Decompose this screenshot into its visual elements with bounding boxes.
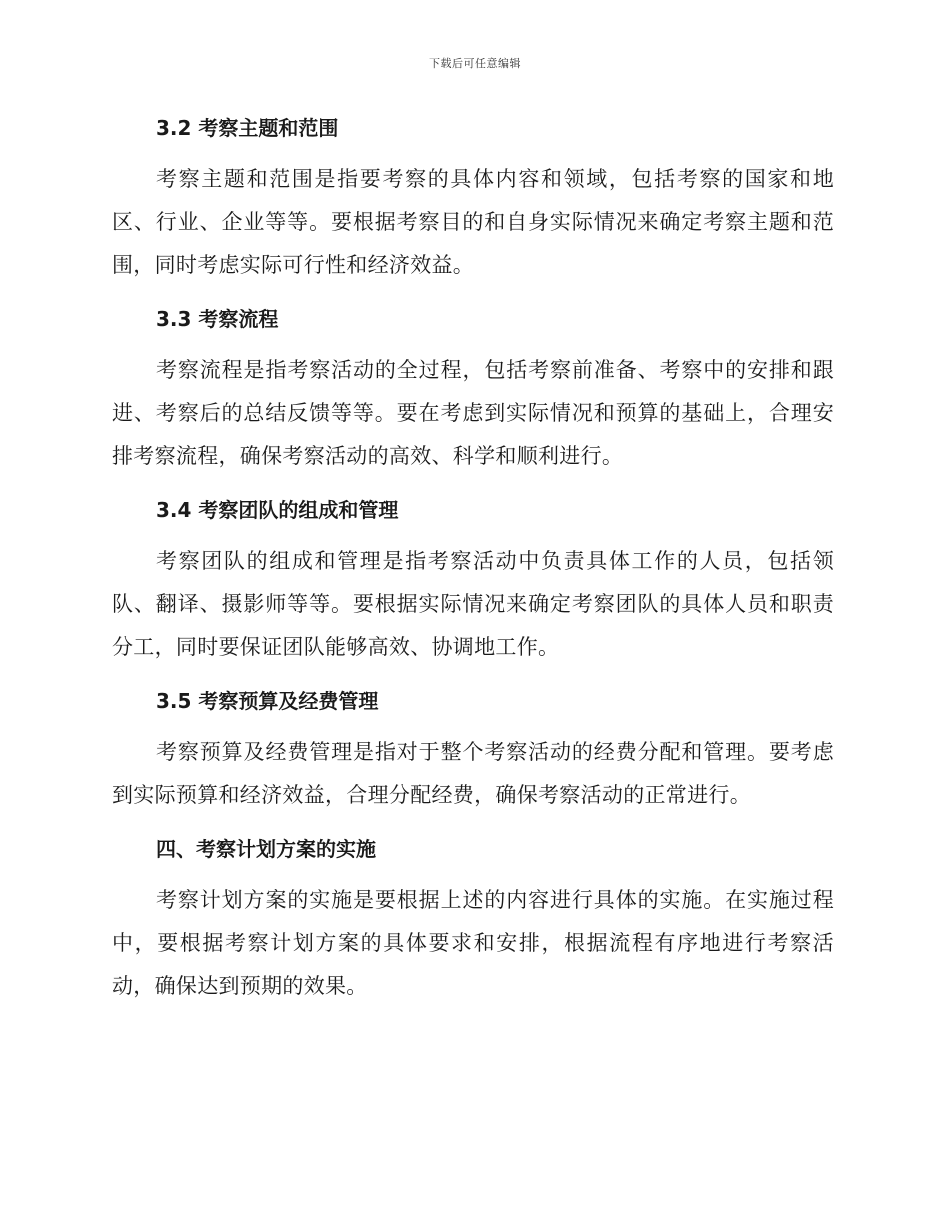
document-body bbox=[112, 108, 834, 1020]
section-heading-3-3: 3.3 考察流程 bbox=[156, 307, 279, 331]
section-paragraph-3-5: 考察预算及经费管理是指对于整个考察活动的经费分配和管理。要考虑到实际预算和经济效益，合理分配经费，确保考察活动的正常进行。 bbox=[112, 740, 834, 807]
section-heading-3-4: 3.4 考察团队的组成和管理 bbox=[156, 498, 399, 522]
section-paragraph-3-3: 考察流程是指考察活动的全过程，包括考察前准备、考察中的安排和跟进、考察后的总结反馈等等。要在考虑到实际情况和预算的基础上，合理安排考察流程，确保考察活动的高效、科学和顺利进行。 bbox=[112, 358, 834, 468]
section-paragraph-3-2: 考察主题和范围是指要考察的具体内容和领域，包括考察的国家和地区、行业、企业等等。要根据考察目的和自身实际情况来确定考察主题和范围，同时考虑实际可行性和经济效益。 bbox=[112, 167, 834, 277]
section-paragraph-4: 考察计划方案的实施是要根据上述的内容进行具体的实施。在实施过程中，要根据考察计划方案的具体要求和安排，根据流程有序地进行考察活动，确保达到预期的效果。 bbox=[112, 888, 834, 998]
section-paragraph-3-4: 考察团队的组成和管理是指考察活动中负责具体工作的人员，包括领队、翻译、摄影师等等。要根据实际情况来确定考察团队的具体人员和职责分工，同时要保证团队能够高效、协调地工作。 bbox=[112, 549, 834, 659]
section-heading-4: 四、考察计划方案的实施 bbox=[156, 837, 376, 861]
section-heading-3-2: 3.2 考察主题和范围 bbox=[156, 116, 339, 140]
header-note: 下载后可任意编辑 bbox=[429, 57, 521, 70]
section-heading-3-5: 3.5 考察预算及经费管理 bbox=[156, 689, 379, 713]
